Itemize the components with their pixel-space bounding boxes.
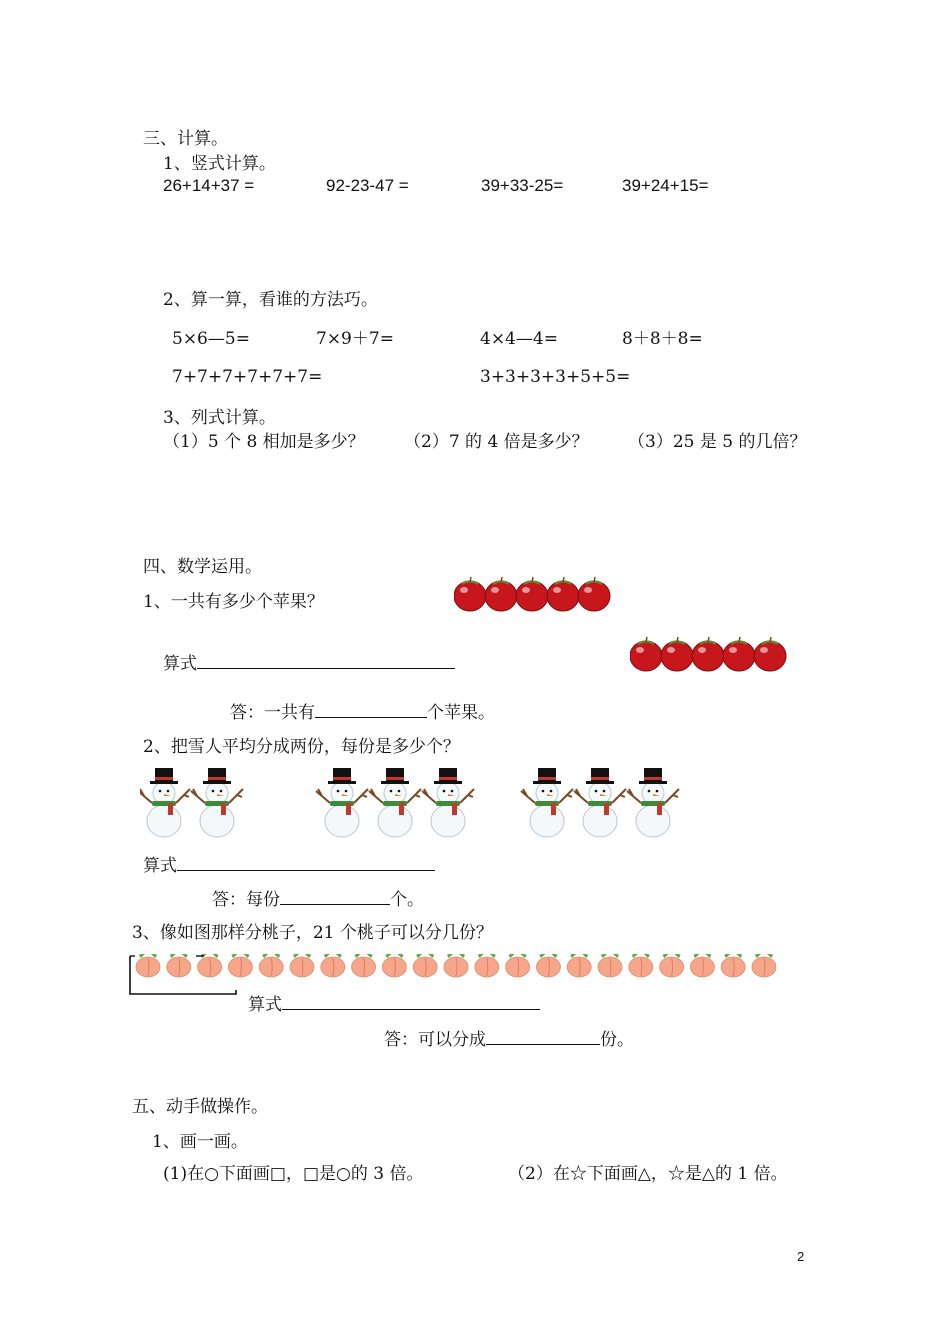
apple-icon bbox=[754, 637, 786, 671]
apple-icon bbox=[485, 577, 517, 611]
question-4-3-title: 3、像如图那样分桃子，21 个桃子可以分几份？ bbox=[132, 923, 493, 943]
peach-icon bbox=[259, 954, 283, 977]
word-calc-item-3: （3）25 是 5 的几倍？ bbox=[628, 432, 807, 452]
peach-icon bbox=[598, 954, 622, 977]
answer-suffix: 个。 bbox=[390, 890, 424, 910]
answer-prefix: 答：可以分成 bbox=[384, 1030, 486, 1050]
peach-icon bbox=[475, 954, 499, 977]
snowman-icon bbox=[316, 768, 368, 837]
answer-suffix: 份。 bbox=[600, 1030, 634, 1050]
word-calc-item-1: （1）5 个 8 相加是多少？ bbox=[163, 432, 365, 452]
peach-icon bbox=[660, 954, 684, 977]
peach-icon bbox=[290, 954, 314, 977]
formula-label: 算式 bbox=[163, 654, 197, 674]
snowman-icon bbox=[521, 768, 573, 837]
formula-blank[interactable] bbox=[177, 855, 435, 871]
apple-row-2 bbox=[630, 636, 790, 672]
answer-suffix: 个苹果。 bbox=[427, 703, 495, 723]
peach-icon bbox=[228, 954, 252, 977]
smart-calc-item-2: 7×9＋7= bbox=[316, 329, 394, 349]
word-calc-item-2: （2）7 的 4 倍是多少？ bbox=[404, 432, 589, 452]
peach-icon bbox=[567, 954, 591, 977]
apple-icon bbox=[630, 637, 662, 671]
formula-line-4-3 bbox=[248, 994, 540, 1015]
question-4-2-title: 2、把雪人平均分成两份，每份是多少个？ bbox=[143, 737, 460, 757]
smart-calc-item-3: 4×4—4= bbox=[480, 329, 558, 349]
peach-icon bbox=[413, 954, 437, 977]
vertical-calc-item-1: 26+14+37 = bbox=[163, 176, 255, 195]
snowman-icon bbox=[369, 768, 421, 837]
peach-icon bbox=[444, 954, 468, 977]
vertical-calc-item-4: 39+24+15= bbox=[622, 176, 709, 195]
section-5-title: 五、动手做操作。 bbox=[132, 1097, 268, 1117]
apple-icon bbox=[723, 637, 755, 671]
snowman-groups bbox=[140, 765, 700, 841]
question-3-1-title: 1、竖式计算。 bbox=[163, 154, 276, 174]
peach-icon bbox=[167, 954, 191, 977]
answer-blank[interactable] bbox=[315, 702, 427, 718]
formula-label: 算式 bbox=[248, 995, 282, 1015]
answer-line-4-2 bbox=[212, 889, 424, 910]
formula-blank[interactable] bbox=[282, 994, 540, 1010]
peach-icon bbox=[382, 954, 406, 977]
answer-prefix: 答：每份 bbox=[212, 890, 280, 910]
vertical-calc-item-3: 39+33-25= bbox=[481, 176, 564, 195]
smart-calc-item-4: 8＋8＋8= bbox=[622, 329, 703, 349]
snowman-icon bbox=[574, 768, 626, 837]
apple-row-1 bbox=[454, 576, 614, 612]
vertical-calc-item-2: 92-23-47 = bbox=[326, 176, 409, 195]
peach-icon bbox=[136, 954, 160, 977]
draw-item-2: （2）在☆下面画△，☆是△的 1 倍。 bbox=[508, 1164, 788, 1184]
peach-icon bbox=[629, 954, 653, 977]
page-number: 2 bbox=[797, 1249, 805, 1264]
apple-icon bbox=[516, 577, 548, 611]
apple-icon bbox=[578, 577, 610, 611]
formula-line-4-2 bbox=[143, 855, 435, 876]
peach-row bbox=[126, 950, 776, 1000]
peach-icon bbox=[506, 954, 530, 977]
question-3-2-title: 2、算一算，看谁的方法巧。 bbox=[163, 290, 378, 310]
peach-icon bbox=[721, 954, 745, 977]
question-4-1-title: 1、一共有多少个苹果？ bbox=[143, 592, 324, 612]
smart-calc-item-6: 3+3+3+3+5+5= bbox=[480, 367, 631, 387]
answer-line-4-3 bbox=[384, 1029, 634, 1050]
question-3-3-title: 3、列式计算。 bbox=[163, 408, 276, 428]
section-3-title: 三、计算。 bbox=[143, 129, 228, 149]
question-5-1-title: 1、画一画。 bbox=[152, 1132, 248, 1152]
apple-icon bbox=[547, 577, 579, 611]
formula-line-4-1 bbox=[163, 653, 455, 674]
smart-calc-item-1: 5×6—5= bbox=[172, 329, 250, 349]
apple-icon bbox=[692, 637, 724, 671]
snowman-icon bbox=[422, 768, 474, 837]
answer-prefix: 答：一共有 bbox=[230, 703, 315, 723]
apple-icon bbox=[454, 577, 486, 611]
smart-calc-item-5: 7+7+7+7+7+7= bbox=[172, 367, 323, 387]
formula-blank[interactable] bbox=[197, 653, 455, 669]
draw-item-1: (1)在○下面画□，□是○的 3 倍。 bbox=[163, 1164, 424, 1184]
snowman-icon bbox=[140, 768, 190, 837]
snowman-icon bbox=[191, 768, 243, 837]
peach-icon bbox=[198, 954, 222, 977]
answer-line-4-1 bbox=[230, 702, 495, 723]
answer-blank[interactable] bbox=[280, 889, 390, 905]
section-4-title: 四、数学运用。 bbox=[143, 557, 262, 577]
peach-icon bbox=[690, 954, 714, 977]
formula-label: 算式 bbox=[143, 856, 177, 876]
peach-icon bbox=[352, 954, 376, 977]
peach-icon bbox=[752, 954, 776, 977]
snowman-icon bbox=[627, 768, 679, 837]
peach-icon bbox=[536, 954, 560, 977]
answer-blank[interactable] bbox=[486, 1029, 600, 1045]
apple-icon bbox=[661, 637, 693, 671]
peach-icon bbox=[321, 954, 345, 977]
